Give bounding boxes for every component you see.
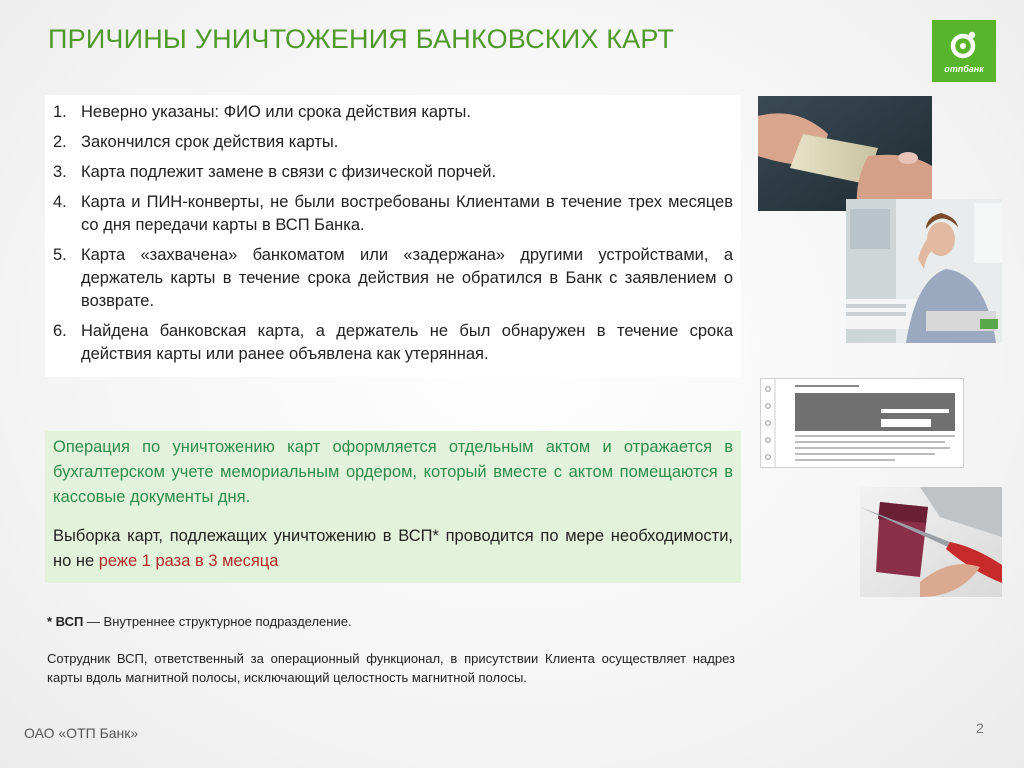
item-number: 3. bbox=[53, 163, 67, 181]
item-text: Неверно указаны: ФИО или срока действия карты. bbox=[81, 103, 471, 121]
page-number: 2 bbox=[976, 720, 984, 736]
procedure-box bbox=[45, 431, 741, 583]
frequency-text-start: Выборка карт, подлежащих уничтожению в ВСП* проводится по мере необходимости, но не bbox=[53, 527, 733, 570]
reasons-list bbox=[45, 95, 741, 377]
item-text: Закончился срок действия карты. bbox=[81, 133, 339, 151]
list-item bbox=[53, 320, 733, 366]
page-title: ПРИЧИНЫ УНИЧТОЖЕНИЯ БАНКОВСКИХ КАРТ bbox=[48, 24, 675, 54]
list-item bbox=[53, 191, 733, 237]
frequency-highlight: реже 1 раза в 3 месяца bbox=[98, 552, 279, 570]
item-text: Найдена банковская карта, а держатель не был обнаружен в течение срока действия карты или ранее объявлена как утерянная. bbox=[81, 322, 733, 363]
list-item bbox=[53, 161, 733, 184]
footnote bbox=[47, 614, 352, 629]
footnote-term: * ВСП bbox=[47, 614, 84, 629]
procedure-text: Операция по уничтожению карт оформляется отдельным актом и отражается в бухгалтерском учете мемориальным ордером, который вместе с актом помещаются в кассовые документы дня. bbox=[53, 438, 733, 506]
item-text: Карта «захвачена» банкоматом или «задержана» другими устройствами, а держатель карты в течение срока действия не обратился в Банк с заявлением о возврате. bbox=[81, 246, 733, 310]
stressed-employee-photo bbox=[846, 199, 1002, 343]
list-item bbox=[53, 101, 733, 124]
item-number: 4. bbox=[53, 193, 67, 211]
item-number: 1. bbox=[53, 103, 67, 121]
frequency-text bbox=[53, 524, 733, 574]
item-number: 6. bbox=[53, 322, 67, 340]
list-item bbox=[53, 131, 733, 154]
act-document-image bbox=[760, 378, 964, 468]
list-item bbox=[53, 244, 733, 313]
item-text: Карта и ПИН-конверты, не были востребованы Клиентами в течение трех месяцев со дня передачи карты в ВСП Банка. bbox=[81, 193, 733, 234]
footer-company: ОАО «ОТП Банк» bbox=[24, 725, 139, 741]
card-cutting-photo bbox=[860, 487, 1002, 597]
item-number: 5. bbox=[53, 246, 67, 264]
card-hand-photo bbox=[758, 96, 932, 211]
footnote-definition: — Внутреннее структурное подразделение. bbox=[83, 614, 352, 629]
otp-logo-icon bbox=[950, 30, 978, 60]
logo-text: отпбанк bbox=[944, 64, 984, 74]
item-text: Карта подлежит замене в связи с физической порчей. bbox=[81, 163, 497, 181]
note-paragraph: Сотрудник ВСП, ответственный за операционный функционал, в присутствии Клиента осуществляет надрез карты вдоль магнитной полосы, исключающий целостность магнитной полосы. bbox=[47, 651, 735, 685]
item-number: 2. bbox=[53, 133, 67, 151]
otp-logo bbox=[932, 20, 996, 82]
